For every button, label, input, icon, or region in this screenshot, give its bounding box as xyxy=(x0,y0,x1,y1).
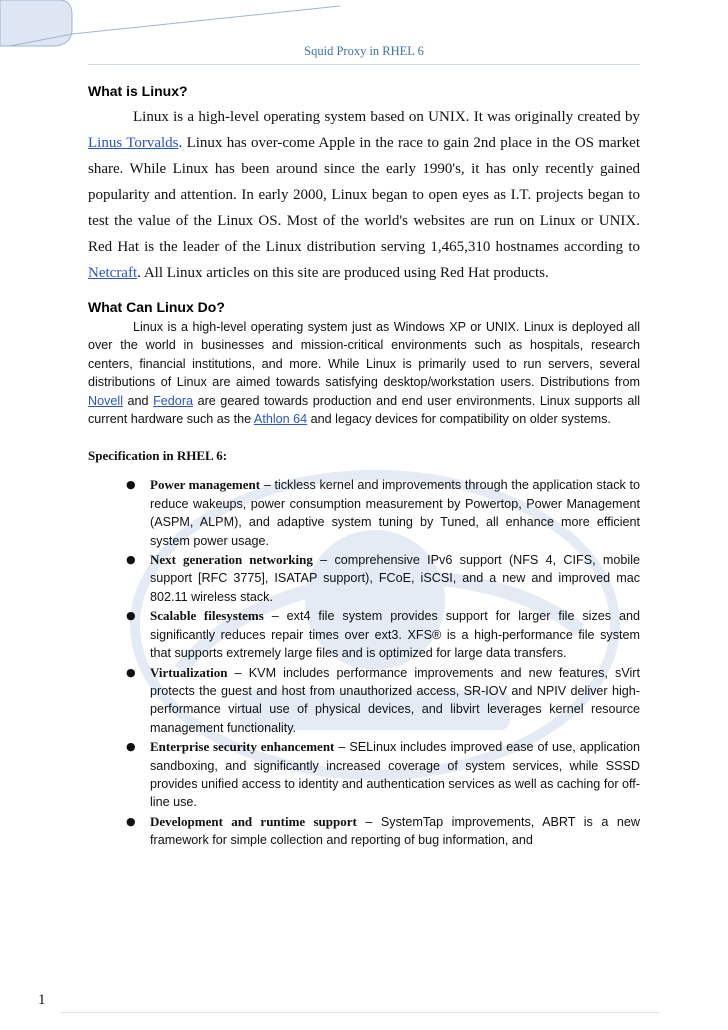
text-run: . All Linux articles on this site are produced using Red Hat products. xyxy=(137,265,549,281)
netcraft-link[interactable]: Netcraft xyxy=(88,265,138,281)
page-number: 1 xyxy=(38,992,46,1008)
list-item-description: – ext4 file system provides support for larger file sizes and significantly reduces repair times over ext3. XFS® is a high-performance file system that supports extremely large files and is optimized for large data transfers. xyxy=(150,609,640,661)
text-run: and xyxy=(123,393,154,408)
list-item-term: Virtualization xyxy=(150,664,228,680)
list-item-description: – SystemTap improvements, ABRT is a new framework for simple collection and reporting of bug information, and xyxy=(150,814,640,848)
list-item xyxy=(88,813,640,850)
list-item-term: Next generation networking xyxy=(150,552,313,568)
bullet-icon: ● xyxy=(126,478,136,492)
bullet-icon: ● xyxy=(126,609,136,623)
bullet-icon: ● xyxy=(126,740,136,754)
bullet-icon: ● xyxy=(126,665,136,679)
list-item-description: – KVM includes performance improvements and new features, sVirt protects the guest and host from unauthorized access, SR-IOV and NPIV deliver high-performance virtual use of physical devices, and libvirt leverages kernel resource management functionality. xyxy=(150,665,640,735)
header-title: Squid Proxy in RHEL 6 xyxy=(304,44,424,58)
bullet-icon: ● xyxy=(126,553,136,567)
what-is-linux-heading: What is Linux? xyxy=(88,83,188,99)
list-item-description: – SELinux includes improved ease of use, application sandboxing, and significantly increased coverage of system services, while SSSD provides unified access to identity and authentication services as well as caching for off-line use. xyxy=(150,740,640,810)
footer-rule xyxy=(60,1012,660,1013)
specification-list xyxy=(88,476,640,849)
list-item xyxy=(88,607,640,662)
linus-torvalds-link[interactable]: Linus Torvalds xyxy=(88,135,179,151)
novell-link[interactable]: Novell xyxy=(88,393,123,408)
what-can-linux-do-paragraph xyxy=(88,318,640,428)
list-item-term: Power management xyxy=(150,477,261,493)
header-rule xyxy=(88,64,640,65)
text-run: . Linux has over-come Apple in the race to gain 2nd place in the OS market share. While Linux has been around since the early 1990's, it has only recently gained popularity and attention. In early 2000, Linux began to open eyes as I.T. projects began to test the value of the Linux OS. Most of the world's websites are run on Linux or UNIX. Red Hat is the leader of the Linux distribution serving 1,465,310 hostnames according to xyxy=(88,135,640,255)
text-run: and legacy devices for compatibility on older systems. xyxy=(307,412,611,427)
athlon-64-link[interactable]: Athlon 64 xyxy=(253,412,308,427)
what-can-linux-do-section xyxy=(88,296,640,428)
specification-section xyxy=(88,448,640,849)
list-item-text xyxy=(150,664,640,738)
bullet-icon: ● xyxy=(126,814,136,828)
list-item xyxy=(88,664,640,738)
text-run: Linux is a high-level operating system based on UNIX. It was originally created by xyxy=(133,109,640,125)
list-item xyxy=(88,738,640,812)
what-is-linux-paragraph xyxy=(88,104,640,286)
list-item-text xyxy=(150,607,640,662)
fedora-link[interactable]: Fedora xyxy=(153,393,194,408)
text-run: Linux is a high-level operating system just as Windows XP or UNIX. Linux is deployed all over the world in businesses and mission-critical environments such as hospitals, research centers, financial institutions, and more. While Linux is primarily used to run servers, several distributions of Linux are aimed towards satisfying desktop/workstation users. Distributions from xyxy=(88,320,640,390)
what-can-linux-do-heading: What Can Linux Do? xyxy=(88,299,225,315)
list-item-description: – tickless kernel and improvements through the application stack to reduce wakeups, power consumption measurement by Powertop, Power Management (ASPM, ALPM), and adaptive system tuning by Tuned, all enhance more efficient system power usage. xyxy=(150,478,641,548)
list-item-term: Enterprise security enhancement xyxy=(150,739,335,755)
list-item xyxy=(88,551,640,606)
list-item-text xyxy=(150,813,640,850)
list-item-text xyxy=(150,738,640,812)
list-item xyxy=(88,476,640,550)
what-is-linux-section xyxy=(88,80,640,286)
specification-heading: Specification in RHEL 6: xyxy=(88,448,228,464)
list-item-term: Scalable filesystems xyxy=(150,608,264,624)
text-run: are geared towards production and end user environments. Linux supports all current hardware such as the xyxy=(88,393,640,427)
list-item-text xyxy=(150,551,640,606)
document-body xyxy=(88,80,640,851)
list-item-description: – comprehensive IPv6 support (NFS 4, CIFS, mobile support [RFC 3775], ISATAP support), FCoE, iSCSI, and a new and improved mac 802.11 wireless stack. xyxy=(150,553,640,604)
list-item-text xyxy=(150,476,640,550)
list-item-term: Development and runtime support xyxy=(150,813,357,829)
